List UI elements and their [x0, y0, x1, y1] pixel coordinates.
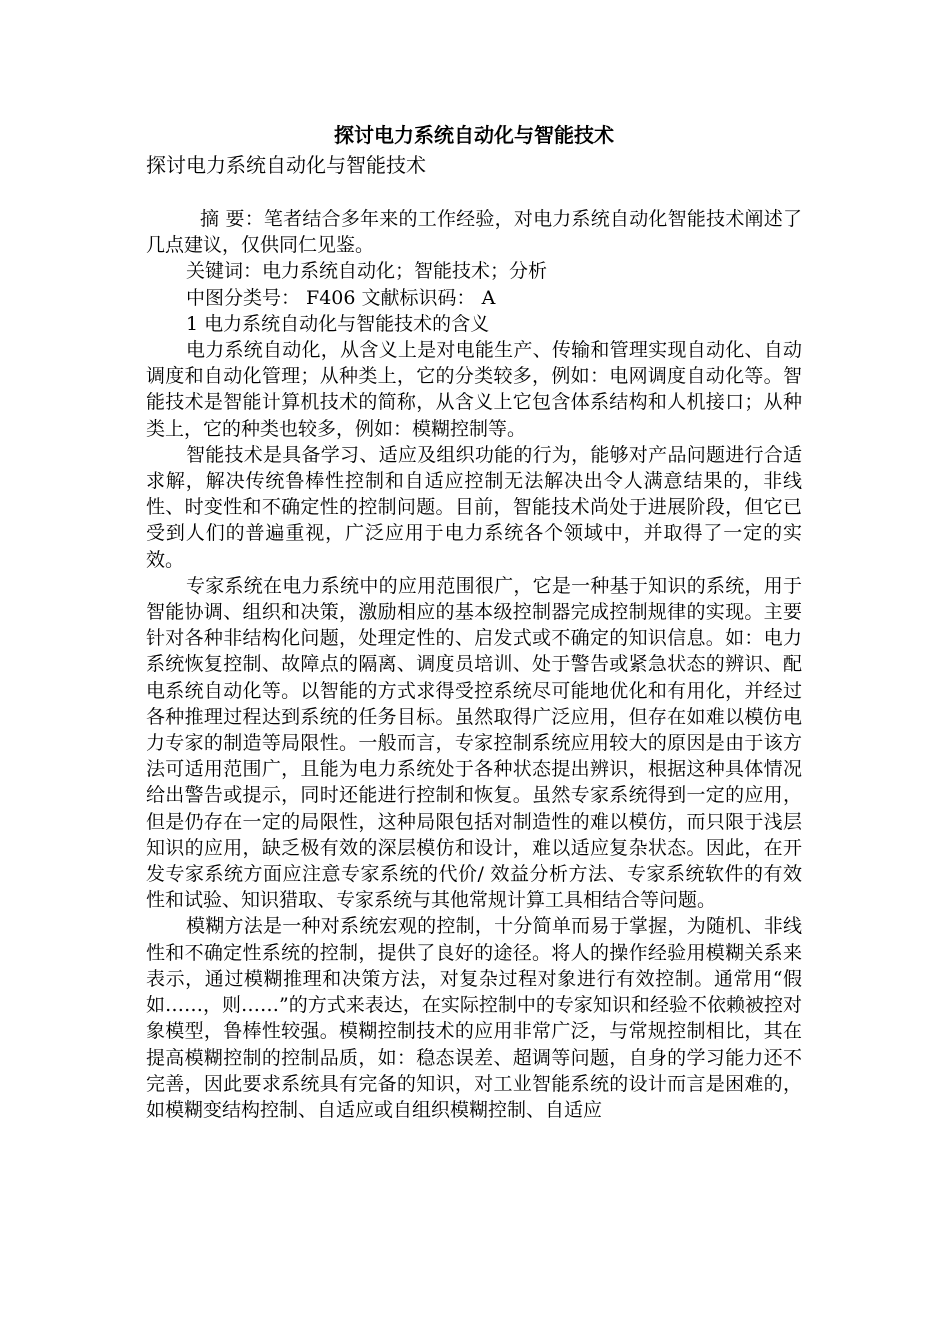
classification: 中图分类号： F406 文献标识码： A: [186, 286, 496, 309]
document-title: 探讨电力系统自动化与智能技术: [334, 123, 614, 147]
keywords: 关键词：电力系统自动化；智能技术；分析: [186, 260, 548, 283]
abstract: 摘 要：笔者结合多年来的工作经验，对电力系统自动化智能技术阐述了几点建议，仅供同仁见鉴。: [146, 208, 802, 257]
paragraph: 模糊方法是一种对系统宏观的控制，十分简单而易于掌握，为随机、非线性和不确定性系统的控制，提供了良好的途径。将人的操作经验用模糊关系来表示，通过模糊推理和决策方法，对复杂过程对象进行有效控制。通常用“假如……，则……”的方式来表达，在实际控制中的专家知识和经验不依赖被控对象模型，鲁棒性较强。模糊控制技术的应用非常广泛，与常规控制相比，其在提高模糊控制的控制品质，如：稳态误差、超调等问题，自身的学习能力还不完善，因此要求系统具有完备的知识，对工业智能系统的设计而言是困难的，如模糊变结构控制、自适应或自组织模糊控制、自适应: [146, 915, 802, 1121]
paragraph: 智能技术是具备学习、适应及组织功能的行为，能够对产品问题进行合适求解，解决传统鲁棒性控制和自适应控制无法解决出令人满意结果的，非线性、时变性和不确定性的控制问题。目前，智能技术尚处于进展阶段，但它已受到人们的普遍重视，广泛应用于电力系统各个领域中，并取得了一定的实效。: [146, 443, 802, 571]
document-page: [146, 120, 802, 1123]
document-subtitle: 探讨电力系统自动化与智能技术: [146, 153, 426, 177]
paragraph: 电力系统自动化，从含义上是对电能生产、传输和管理实现自动化、自动调度和自动化管理；从种类上，它的分类较多，例如：电网调度自动化等。智能技术是智能计算机技术的简称，从含义上它包含体系结构和人机接口；从种类上，它的种类也较多，例如：模糊控制等。: [146, 339, 802, 440]
paragraph: 专家系统在电力系统中的应用范围很广，它是一种基于知识的系统，用于智能协调、组织和决策，激励相应的基本级控制器完成控制规律的实现。主要针对各种非结构化问题，处理定性的、启发式或不确定的知识信息。如：电力系统恢复控制、故障点的隔离、调度员培训、处于警告或紧急状态的辨识、配电系统自动化等。以智能的方式求得受控系统尽可能地优化和有用化，并经过各种推理过程达到系统的任务目标。虽然取得广泛应用，但存在如难以模仿电力专家的制造等局限性。一般而言，专家控制系统应用较大的原因是由于该方法可适用范围广，且能为电力系统处于各种状态提出辨识，根据这种具体情况给出警告或提示，同时还能进行控制和恢复。虽然专家系统得到一定的应用，但是仍存在一定的局限性，这种局限包括对制造性的难以模仿，而只限于浅层知识的应用，缺乏极有效的深层模仿和设计，难以适应复杂状态。因此，在开发专家系统方面应注意专家系统的代价/ 效益分析方法、专家系统软件的有效性和试验、知识猎取、专家系统与其他常规计算工具相结合等问题。: [146, 574, 802, 912]
section-heading: 1 电力系统自动化与智能技术的含义: [186, 312, 490, 335]
